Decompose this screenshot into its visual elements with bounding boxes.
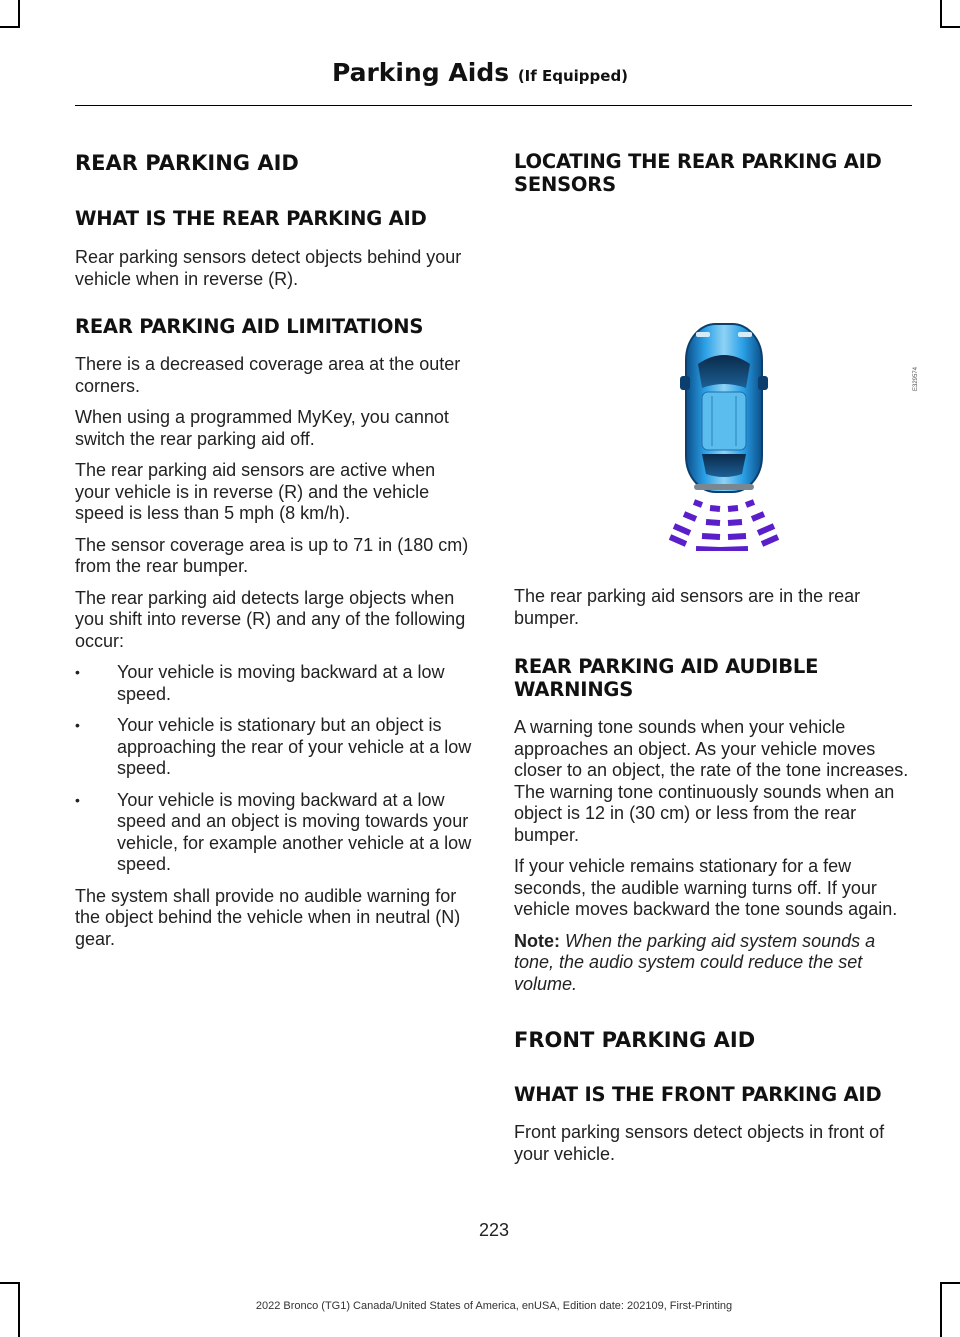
header-subtitle: (If Equipped)	[517, 67, 629, 85]
figure-label: E329574	[912, 366, 919, 392]
heading-rear-parking-aid: REAR PARKING AID	[75, 151, 299, 175]
crop-mark	[18, 0, 20, 28]
note-volume	[514, 931, 914, 996]
page-header	[0, 58, 960, 87]
footer-edition: 2022 Bronco (TG1) Canada/United States of America, enUSA, Edition date: 202109, First-Printing	[255, 1300, 733, 1312]
paragraph-what-rear: Rear parking sensors detect objects behind your vehicle when in reverse (R).	[75, 247, 462, 289]
page-number: 223	[478, 1220, 510, 1240]
rear-sensor-illustration	[514, 196, 919, 551]
right-column	[514, 150, 919, 1165]
crop-mark	[0, 26, 20, 28]
paragraph-limit-corners: There is a decreased coverage area at the outer corners.	[75, 354, 461, 396]
header-title: Parking Aids	[331, 58, 510, 87]
heading-front-parking-aid: FRONT PARKING AID	[514, 1028, 756, 1052]
paragraph-front-sensors: Front parking sensors detect objects in front of your vehicle.	[514, 1122, 885, 1164]
car-top-view-icon	[514, 196, 914, 551]
heading-what-is-front-parking-aid: WHAT IS THE FRONT PARKING AID	[514, 1083, 882, 1106]
crop-mark	[940, 1282, 960, 1284]
conditions-list	[75, 662, 475, 876]
heading-locating-sensors: LOCATING THE REAR PARKING AID SENSORS	[514, 150, 882, 196]
heading-rear-parking-aid-limitations: REAR PARKING AID LIMITATIONS	[75, 315, 424, 338]
crop-mark	[940, 0, 942, 28]
paragraph-limit-active: The rear parking aid sensors are active when your vehicle is in reverse (R) and the vehicle speed is less than 5 mph (8 km/h).	[75, 460, 436, 523]
list-item: • Your vehicle is moving backward at a low speed and an object is moving towards your vehicle, for example another vehicle at a low speed.	[75, 790, 475, 876]
paragraph-limit-coverage: The sensor coverage area is up to 71 in (180 cm) from the rear bumper.	[75, 534, 469, 576]
paragraph-audible-tone: A warning tone sounds when your vehicle approaches an object. As your vehicle moves closer to an object, the rate of the tone increases. The warning tone continuously sounds when an object is 12 in (30 cm) or less from the rear bumper.	[514, 717, 909, 845]
heading-what-is-rear-parking-aid: WHAT IS THE REAR PARKING AID	[75, 207, 427, 230]
crop-mark	[940, 26, 960, 28]
heading-audible-warnings: REAR PARKING AID AUDIBLE WARNINGS	[514, 655, 819, 701]
list-item: • Your vehicle is moving backward at a low speed.	[75, 662, 475, 705]
paragraph-limit-detects: The rear parking aid detects large objects when you shift into reverse (R) and any of the following occur:	[75, 587, 466, 651]
note-label: Note:	[514, 930, 560, 951]
list-item: • Your vehicle is stationary but an object is approaching the rear of your vehicle at a low speed.	[75, 715, 475, 780]
left-column	[75, 150, 475, 950]
paragraph-neutral-gear: The system shall provide no audible warning for the object behind the vehicle when in neutral (N) gear.	[75, 885, 461, 949]
paragraph-sensor-location: The rear parking aid sensors are in the rear bumper.	[514, 586, 861, 628]
header-rule	[75, 105, 912, 106]
crop-mark	[0, 1282, 20, 1284]
paragraph-limit-mykey: When using a programmed MyKey, you cannot switch the rear parking aid off.	[75, 407, 449, 449]
paragraph-audible-stationary: If your vehicle remains stationary for a few seconds, the audible warning turns off. If your vehicle moves backward the tone sounds again.	[514, 856, 898, 919]
note-text: When the parking aid system sounds a tone, the audio system could reduce the set volume.	[514, 930, 876, 994]
